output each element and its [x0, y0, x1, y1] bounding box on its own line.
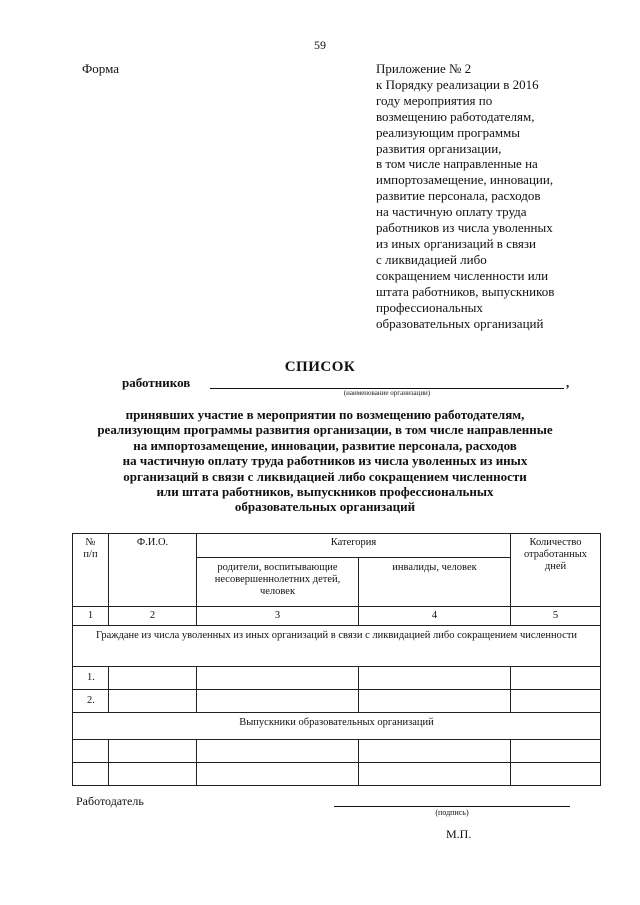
table-row: [73, 763, 601, 786]
column-numbers-row: [73, 607, 601, 626]
document-subtitle: принявших участие в мероприятии по возмещению работодателям, реализующим программы развития организации, в том числе направленные на импортозамещение, инновации, развитие персонала, расходов на частичную оплату труда работников из числа уволенных из иных организаций в связи с ликвидацией либо сокращением численности или штата работников, выпускников профессиональных образовательных организаций: [97, 407, 553, 515]
row-number: 1.: [73, 667, 109, 690]
page-number: 59: [314, 38, 326, 52]
organization-comma: ,: [566, 375, 570, 390]
column-number: 2: [109, 607, 197, 626]
section-dismissed-citizens: Граждане из числа уволенных из иных организаций в связи с ликвидацией либо сокращением численности: [73, 626, 601, 667]
row-number: 2.: [73, 690, 109, 713]
parents-cell[interactable]: [197, 667, 359, 690]
parents-cell[interactable]: [197, 690, 359, 713]
row-number-cell[interactable]: [73, 740, 109, 763]
document-title: СПИСОК: [284, 359, 356, 375]
section-row: [73, 626, 601, 667]
fio-cell[interactable]: [109, 667, 197, 690]
signature-caption: (подпись): [435, 808, 469, 817]
employer-label: Работодатель: [76, 794, 144, 808]
disabled-cell[interactable]: [359, 740, 511, 763]
header-fio: Ф.И.О.: [109, 534, 197, 607]
signature-line: [334, 806, 570, 807]
parents-cell[interactable]: [197, 740, 359, 763]
organization-caption: (наименование организации): [343, 389, 431, 397]
stamp-label: М.П.: [446, 827, 472, 841]
header-category: Категория: [197, 534, 511, 558]
table-header-row: [73, 534, 601, 558]
days-cell[interactable]: [511, 740, 601, 763]
days-cell[interactable]: [511, 763, 601, 786]
days-cell[interactable]: [511, 690, 601, 713]
table-row: [73, 667, 601, 690]
appendix-note: Приложение № 2 к Порядку реализации в 2016 году мероприятия по возмещению работодателям, реализующим программы развития организации, в том числе направленные на импортозамещение, инновации, развитие персонала, расходов на частичную оплату труда работников из числа уволенных из иных организаций в связи с ликвидацией либо сокращением численности или штата работников, выпускников профессиональных образовательных организаций: [376, 61, 555, 331]
fio-cell[interactable]: [109, 740, 197, 763]
section-graduates: Выпускники образовательных организаций: [73, 713, 601, 740]
header-disabled: инвалиды, человек: [359, 558, 511, 607]
disabled-cell[interactable]: [359, 667, 511, 690]
column-number: 3: [197, 607, 359, 626]
column-number: 4: [359, 607, 511, 626]
header-worked-days: Количество отработанных дней: [511, 534, 601, 607]
parents-cell[interactable]: [197, 763, 359, 786]
disabled-cell[interactable]: [359, 763, 511, 786]
workers-table: [72, 533, 601, 786]
table-row: [73, 690, 601, 713]
fio-cell[interactable]: [109, 763, 197, 786]
column-number: 5: [511, 607, 601, 626]
form-label: Форма: [82, 61, 119, 76]
fio-cell[interactable]: [109, 690, 197, 713]
workers-label: работников: [122, 375, 191, 390]
section-row: [73, 713, 601, 740]
days-cell[interactable]: [511, 667, 601, 690]
table-row: [73, 740, 601, 763]
row-number-cell[interactable]: [73, 763, 109, 786]
disabled-cell[interactable]: [359, 690, 511, 713]
column-number: 1: [73, 607, 109, 626]
header-number: № п/п: [73, 534, 109, 607]
header-parents: родители, воспитывающие несовершеннолетних детей, человек: [197, 558, 359, 607]
